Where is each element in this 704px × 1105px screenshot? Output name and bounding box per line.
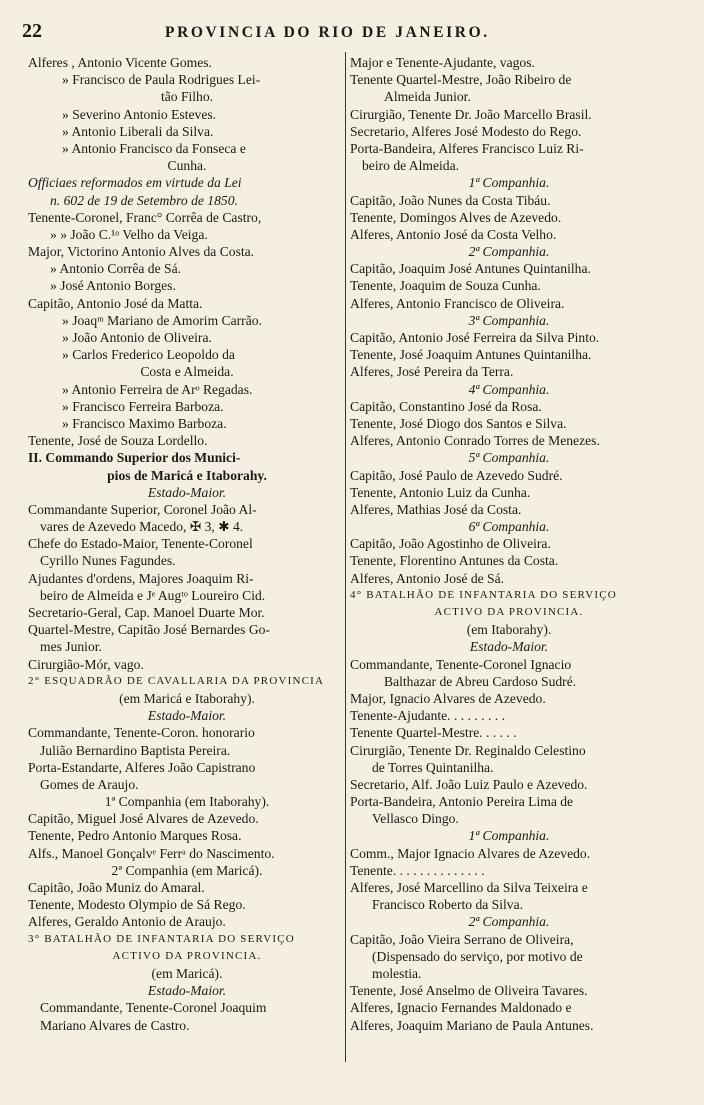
text-line: (em Maricá e Itaborahy). <box>119 690 255 706</box>
text-line: Cirurgião, Tenente Dr. Reginaldo Celestino <box>350 742 586 758</box>
text-line: Cirurgião, Tenente Dr. João Marcello Brasil. <box>350 106 592 122</box>
text-line: » Francisco Ferreira Barboza. <box>62 398 224 414</box>
text-line: (em Maricá). <box>151 965 223 981</box>
text-line: Tenente, Pedro Antonio Marques Rosa. <box>28 828 242 844</box>
text-line: » » João C.¹ᵒ Velho da Veiga. <box>50 226 208 242</box>
text-line: II. Commando Superior dos Munici- <box>28 450 241 466</box>
text-line: Capitão, João Muniz do Amaral. <box>28 880 205 895</box>
text-line: Julião Bernardino Baptista Pereira. <box>40 742 231 758</box>
text-line: 4ª Companhia. <box>468 381 550 397</box>
text-line: (em Itaborahy). <box>466 622 552 638</box>
text-line: Commandante Superior, Coronel João Al- <box>28 501 257 517</box>
text-line: Tenente, Modesto Olympio de Sá Rego. <box>28 897 246 913</box>
text-line: Estado-Maior. <box>469 639 549 655</box>
text-line: pios de Maricá e Itaborahy. <box>107 467 267 483</box>
text-line: Tenente, José de Souza Lordello. <box>28 433 208 449</box>
text-line: 4° BATALHÃO DE INFANTARIA DO SERVIÇO <box>350 588 617 601</box>
text-line: Porta-Estandarte, Alferes João Capistrano <box>28 759 256 775</box>
text-line: » Carlos Frederico Leopoldo da <box>62 347 235 363</box>
text-line: Tenente, José Diogo dos Santos e Silva. <box>350 415 567 431</box>
text-line: Alferes, Joaquim Mariano de Paula Antunes. <box>350 1017 594 1033</box>
running-title: PROVINCIA DO RIO DE JANEIRO. <box>165 24 490 41</box>
text-line: Capitão, Antonio José Ferreira da Silva Pinto. <box>350 330 600 345</box>
text-line: 3° BATALHÃO DE INFANTARIA DO SERVIÇO <box>28 932 295 945</box>
text-line: » José Antonio Borges. <box>50 278 176 294</box>
text-line: Porta-Bandeira, Antonio Pereira Lima de <box>350 794 574 810</box>
text-line: Comm., Major Ignacio Alvares de Azevedo. <box>350 845 591 861</box>
right-column <box>350 54 668 1034</box>
text-line: Chefe do Estado-Maior, Tenente-Coronel <box>28 536 253 552</box>
text-line: 5ª Companhia. <box>468 450 550 466</box>
text-line: Tenente, José Anselmo de Oliveira Tavares. <box>350 983 588 999</box>
text-line: Alferes, Ignacio Fernandes Maldonado e <box>350 1000 572 1016</box>
text-line: Commandante, Tenente-Coronel Ignacio <box>350 656 572 672</box>
text-line: Balthazar de Abreu Cardoso Sudré. <box>384 673 577 689</box>
text-line: Alferes, Mathias José da Costa. <box>350 501 522 517</box>
text-line: Alferes, Antonio Francisco de Oliveira. <box>350 295 565 311</box>
text-line: Quartel-Mestre, Capitão José Bernardes Go- <box>28 622 270 638</box>
text-line: 1ª Companhia. <box>468 828 550 844</box>
text-line: 2ª Companhia. <box>468 244 550 260</box>
text-line: » Antonio Ferreira de Arᵒ Regadas. <box>62 381 253 397</box>
text-line: Alferes, Geraldo Antonio de Araujo. <box>28 914 226 930</box>
text-line: Tenente, José Joaquim Antunes Quintanilha. <box>350 347 592 363</box>
text-line: Major, Victorino Antonio Alves da Costa. <box>28 244 255 260</box>
text-line: Commandante, Tenente-Coronel Joaquim <box>40 1000 267 1016</box>
text-line: Alferes , Antonio Vicente Gomes. <box>28 55 212 70</box>
text-line: Tenente-Ajudante. . . . . . . . . <box>350 708 505 724</box>
text-line: vares de Azevedo Macedo, ✠ 3, ✱ 4. <box>40 519 244 535</box>
text-line: mes Junior. <box>40 639 102 655</box>
text-line: » Antonio Liberali da Silva. <box>62 123 214 139</box>
text-line: ACTIVO DA PROVINCIA. <box>434 606 584 618</box>
text-line: Tenente. . . . . . . . . . . . . . <box>350 862 485 878</box>
text-line: Tenente, Joaquim de Souza Cunha. <box>350 278 541 294</box>
text-line: Capitão, Miguel José Alvares de Azevedo. <box>28 811 259 827</box>
text-line: Porta-Bandeira, Alferes Francisco Luiz Ri- <box>350 140 584 156</box>
text-line: Tenente, Domingos Alves de Azevedo. <box>350 209 562 225</box>
left-column <box>28 54 346 1034</box>
text-line: Francisco Roberto da Silva. <box>372 897 524 913</box>
text-line: 2° ESQUADRÃO DE CAVALLARIA DA PROVINCIA <box>28 674 325 687</box>
text-line: Costa e Almeida. <box>140 364 234 380</box>
text-line: ACTIVO DA PROVINCIA. <box>112 949 262 962</box>
text-line: beiro de Almeida e Jᵉ Augᵗᵒ Loureiro Cid. <box>40 587 266 603</box>
text-line: Gomes de Araujo. <box>40 776 139 792</box>
text-line: Mariano Alvares de Castro. <box>40 1017 190 1033</box>
text-line: » Severino Antonio Esteves. <box>62 106 217 122</box>
text-line: Vellasco Dingo. <box>372 811 459 827</box>
text-line: 2ª Companhia (em Maricá). <box>111 862 263 878</box>
text-line: Alferes, José Marcellino da Silva Teixeira e <box>350 880 588 895</box>
text-line: de Torres Quintanilha. <box>372 759 494 775</box>
text-line: Alferes, Antonio José da Costa Velho. <box>350 226 557 242</box>
text-line: Capitão, Antonio José da Matta. <box>28 295 203 311</box>
text-line: 3ª Companhia. <box>468 312 550 328</box>
text-line: 6ª Companhia. <box>468 519 550 535</box>
text-line: Secretario-Geral, Cap. Manoel Duarte Mor. <box>28 605 265 620</box>
text-line: n. 602 de 19 de Setembro de 1850. <box>50 192 238 208</box>
text-line: Alferes, José Pereira da Terra. <box>350 364 514 380</box>
text-line: Capitão, Constantino José da Rosa. <box>350 398 542 414</box>
text-line: » Joaqᵐ Mariano de Amorim Carrão. <box>62 312 262 328</box>
text-line: » Francisco de Paula Rodrigues Lei- <box>62 72 261 88</box>
text-line: Estado-Maior. <box>147 484 227 500</box>
text-line: Tenente, Antonio Luiz da Cunha. <box>350 484 531 500</box>
text-line: Ajudantes d'ordens, Majores Joaquim Ri- <box>28 570 254 586</box>
text-line: Tenente-Coronel, Franc° Corrêa de Castro, <box>28 209 262 225</box>
text-line: Estado-Maior. <box>147 708 227 724</box>
text-line: Commandante, Tenente-Coron. honorario <box>28 725 255 741</box>
text-line: Alferes, Antonio Conrado Torres de Menezes. <box>350 433 600 449</box>
text-line: tão Filho. <box>160 89 214 105</box>
text-line: Secretario, Alf. João Luiz Paulo e Azevedo. <box>350 776 588 792</box>
text-line: Capitão, João Vieira Serrano de Oliveira, <box>350 931 574 947</box>
text-line: » Antonio Corrêa de Sá. <box>50 261 182 277</box>
column-divider <box>345 52 346 1062</box>
text-line: Major e Tenente-Ajudante, vagos. <box>350 55 535 70</box>
page-header <box>10 20 690 42</box>
text-line: Secretario, Alferes José Modesto do Rego. <box>350 123 582 139</box>
text-line: 1ª Companhia (em Itaborahy). <box>104 794 270 810</box>
text-line: Capitão, João Nunes da Costa Tibáu. <box>350 192 551 208</box>
text-line: 2ª Companhia. <box>468 914 550 930</box>
text-line: Alferes, Antonio José de Sá. <box>350 570 505 586</box>
text-line: Tenente Quartel-Mestre. . . . . . <box>350 725 517 741</box>
text-line: 1ª Companhia. <box>468 175 550 191</box>
text-line: beiro de Almeida. <box>362 158 460 174</box>
text-line: molestia. <box>372 965 422 981</box>
text-line: Capitão, Joaquim José Antunes Quintanilha. <box>350 261 591 277</box>
text-line: Tenente Quartel-Mestre, João Ribeiro de <box>350 72 572 88</box>
text-line: Officiaes reformados em virtude da Lei <box>28 175 242 191</box>
text-line: Alfs., Manoel Gonçalvᵉ Ferrᵃ do Nascimento. <box>28 845 275 861</box>
text-line: Cyrillo Nunes Fagundes. <box>40 553 176 569</box>
text-line: » João Antonio de Oliveira. <box>62 330 212 345</box>
text-line: Almeida Junior. <box>384 89 471 105</box>
text-line: Tenente, Florentino Antunes da Costa. <box>350 553 559 569</box>
text-line: Capitão, José Paulo de Azevedo Sudré. <box>350 467 563 483</box>
page-number: 22 <box>22 20 42 42</box>
text-line: Estado-Maior. <box>147 983 227 999</box>
text-line: Cunha. <box>167 158 207 174</box>
text-line: (Dispensado do serviço, por motivo de <box>372 948 583 964</box>
text-line: » Antonio Francisco da Fonseca e <box>62 140 246 156</box>
text-line: Capitão, João Agostinho de Oliveira. <box>350 536 551 552</box>
text-line: » Francisco Maximo Barboza. <box>62 415 227 431</box>
text-line: Major, Ignacio Alvares de Azevedo. <box>350 690 546 706</box>
text-line: Cirurgião-Mór, vago. <box>28 656 144 672</box>
